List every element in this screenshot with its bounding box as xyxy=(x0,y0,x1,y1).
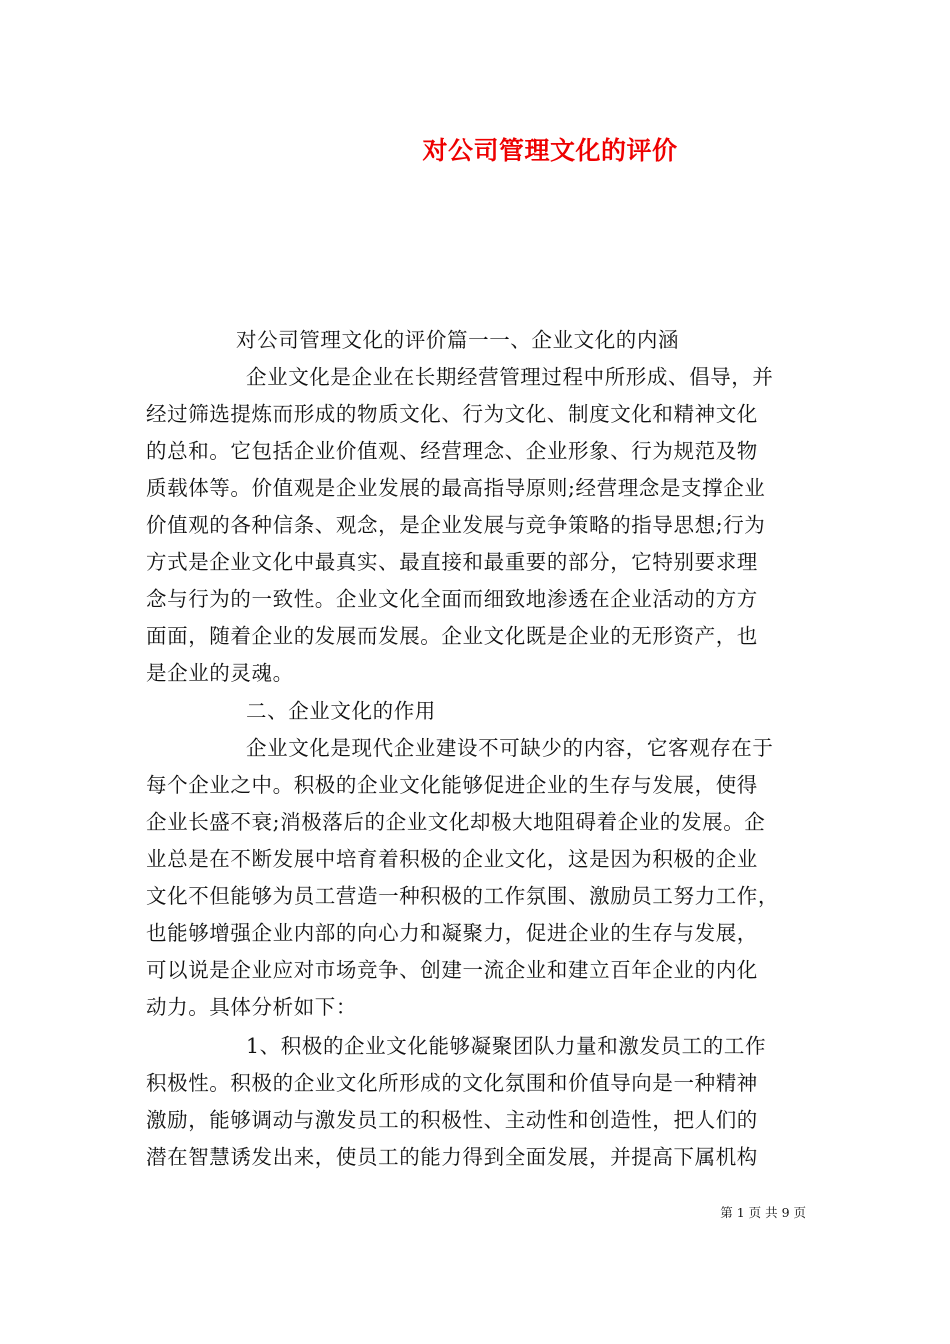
body-line: 文化不但能够为员工营造一种积极的工作氛围、激励员工努力工作， xyxy=(146,884,779,908)
body-line: 企业文化是企业在长期经营管理过程中所形成、倡导，并 xyxy=(246,365,774,389)
body-line: 的总和。它包括企业价值观、经营理念、企业形象、行为规范及物 xyxy=(146,439,758,463)
body-line: 质载体等。价值观是企业发展的最高指导原则;经营理念是支撑企业 xyxy=(146,476,766,500)
body-line: 对公司管理文化的评价篇一一、企业文化的内涵 xyxy=(236,328,680,352)
body-line: 方式是企业文化中最真实、最直接和最重要的部分，它特别要求理 xyxy=(146,550,758,574)
body-line: 积极性。积极的企业文化所形成的文化氛围和价值导向是一种精神 xyxy=(146,1071,758,1095)
body-line: 企业长盛不衰;消极落后的企业文化却极大地阻碍着企业的发展。企 xyxy=(146,810,766,834)
body-line: 每个企业之中。积极的企业文化能够促进企业的生存与发展，使得 xyxy=(146,773,758,797)
body-line: 是企业的灵魂。 xyxy=(146,661,294,685)
body-line: 也能够增强企业内部的向心力和凝聚力，促进企业的生存与发展， xyxy=(146,921,758,945)
body-line: 业总是在不断发展中培育着积极的企业文化，这是因为积极的企业 xyxy=(146,847,758,871)
body-line: 面面，随着企业的发展而发展。企业文化既是企业的无形资产，也 xyxy=(146,624,758,648)
body-line: 1、积极的企业文化能够凝聚团队力量和激发员工的工作 xyxy=(246,1034,767,1058)
page-number: 第 1 页 共 9 页 xyxy=(720,1205,806,1220)
body-line: 可以说是企业应对市场竞争、创建一流企业和建立百年企业的内化 xyxy=(146,958,758,982)
document-title: 对公司管理文化的评价 xyxy=(422,136,678,165)
section-heading: 二、企业文化的作用 xyxy=(246,699,436,723)
body-line: 经过筛选提炼而形成的物质文化、行为文化、制度文化和精神文化 xyxy=(146,402,758,426)
body-line: 激励，能够调动与激发员工的积极性、主动性和创造性，把人们的 xyxy=(146,1108,758,1132)
body-line: 潜在智慧诱发出来，使员工的能力得到全面发展，并提高下属机构 xyxy=(146,1145,758,1169)
body-line: 企业文化是现代企业建设不可缺少的内容，它客观存在于 xyxy=(246,736,774,760)
body-line: 动力。具体分析如下： xyxy=(146,995,357,1019)
body-line: 念与行为的一致性。企业文化全面而细致地渗透在企业活动的方方 xyxy=(146,587,758,611)
body-line: 价值观的各种信条、观念，是企业发展与竞争策略的指导思想;行为 xyxy=(146,513,766,537)
